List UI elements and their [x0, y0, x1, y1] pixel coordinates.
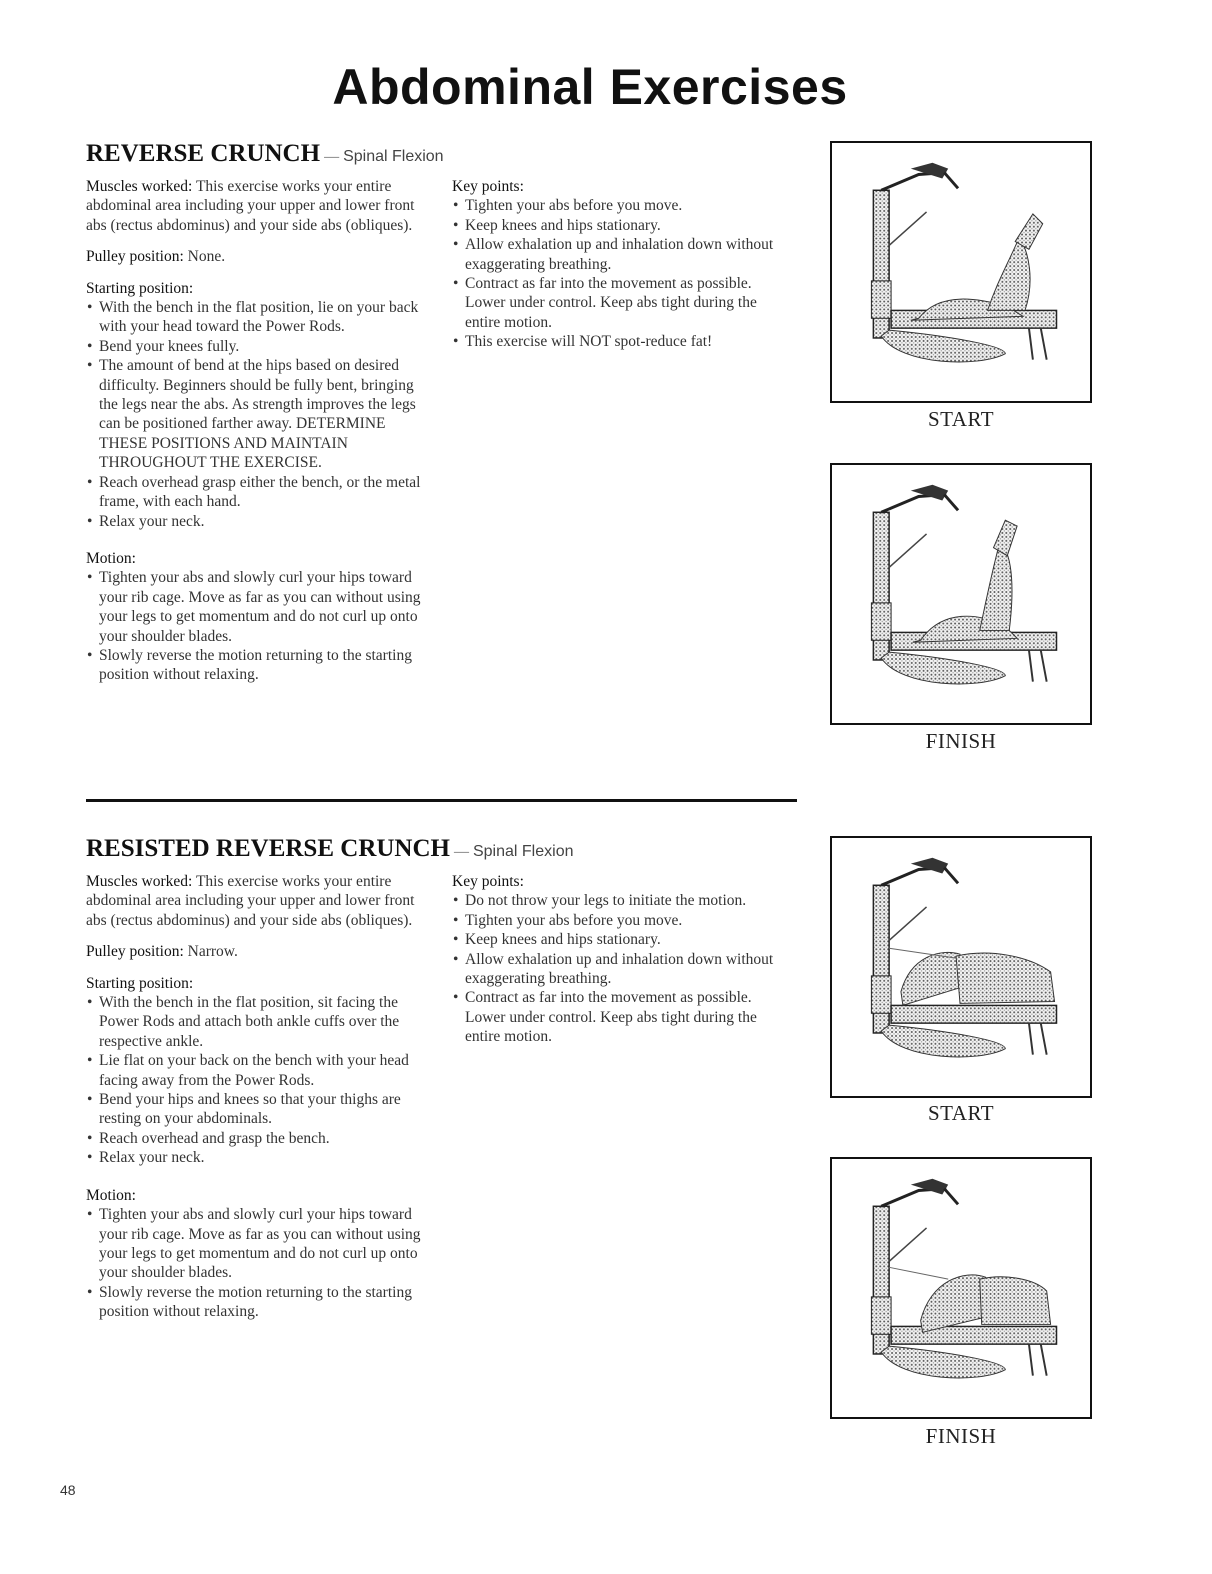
page-number: 48: [60, 1482, 76, 1498]
section-heading-reverse-crunch: [86, 141, 444, 166]
list-item: • Reach overhead grasp either the bench, or the metal frame, with each hand.: [86, 473, 436, 512]
instructions-column: [86, 872, 436, 1334]
muscles-worked: [86, 177, 436, 235]
starting-list: [86, 298, 436, 531]
pulley-label: Pulley position:: [86, 943, 184, 961]
section-subtitle: Spinal Flexion: [343, 148, 444, 165]
list-item: • Slowly reverse the motion returning to the starting position without relaxing.: [86, 1283, 436, 1322]
muscles-label: Muscles worked:: [86, 873, 193, 890]
list-item: • Allow exhalation up and inhalation down without exaggerating breathing.: [452, 950, 782, 989]
list-item: • Keep knees and hips stationary.: [452, 930, 782, 949]
finish-position-image: [830, 1157, 1092, 1419]
pulley-value: Narrow.: [187, 943, 238, 961]
exercise-illustration: [832, 143, 1090, 401]
start-position-image: [830, 141, 1092, 403]
list-item: • Relax your neck.: [86, 512, 436, 531]
motion-label: Motion:: [86, 549, 136, 567]
key-points-column: [452, 177, 782, 364]
section-title: REVERSE CRUNCH: [86, 140, 321, 167]
list-item: • This exercise will NOT spot-reduce fat!: [452, 332, 782, 351]
starting-list: [86, 993, 436, 1168]
start-position-image: [830, 836, 1092, 1098]
list-item: • Tighten your abs before you move.: [452, 911, 782, 930]
section-heading-resisted-reverse-crunch: [86, 836, 573, 861]
list-item: • Do not throw your legs to initiate the motion.: [452, 891, 782, 910]
pulley-label: Pulley position:: [86, 248, 184, 266]
exercise-illustration: [832, 465, 1090, 723]
exercise-illustration: [832, 1159, 1090, 1417]
motion-label: Motion:: [86, 1186, 136, 1204]
muscles-text: This exercise works your entire abdominal area including your upper and lower front abs (rectus abdominus) and your side abs (obliques).: [86, 873, 415, 929]
list-item: • Bend your knees fully.: [86, 337, 436, 356]
list-item: • Tighten your abs and slowly curl your hips toward your rib cage. Move as far as you can without using your legs to get momentum and do not curl up onto your shoulder blades.: [86, 568, 436, 646]
list-item: • Contract as far into the movement as possible. Lower under control. Keep abs tight during the entire motion.: [452, 988, 782, 1046]
list-item: • Reach overhead and grasp the bench.: [86, 1129, 436, 1148]
finish-caption: FINISH: [925, 729, 997, 753]
section-title: RESISTED REVERSE CRUNCH: [86, 835, 450, 862]
muscles-text: This exercise works your entire abdominal area including your upper and lower front abs (rectus abdominus) and your side abs (obliques).: [86, 178, 415, 234]
list-item: • With the bench in the flat position, lie on your back with your head toward the Power Rods.: [86, 298, 436, 337]
start-caption: START: [927, 1101, 995, 1125]
muscles-label: Muscles worked:: [86, 178, 193, 195]
key-points-column: [452, 872, 782, 1059]
starting-label: Starting position:: [86, 279, 194, 297]
motion-list: [86, 1205, 436, 1321]
list-item: • Tighten your abs before you move.: [452, 196, 782, 215]
list-item: • Slowly reverse the motion returning to the starting position without relaxing.: [86, 646, 436, 685]
list-item: • Bend your hips and knees so that your thighs are resting on your abdominals.: [86, 1090, 436, 1129]
heading-dash: —: [453, 844, 469, 860]
list-item: • With the bench in the flat position, sit facing the Power Rods and attach both ankle cuffs over the respective ankle.: [86, 993, 436, 1051]
list-item: • Contract as far into the movement as possible. Lower under control. Keep abs tight during the entire motion.: [452, 274, 782, 332]
page-title: Abdominal Exercises: [332, 59, 848, 115]
exercise-illustration: [832, 838, 1090, 1096]
list-item: • The amount of bend at the hips based on desired difficulty. Beginners should be fully bent, bringing the legs near the abs. As strength improves the legs can be positioned farther away. DETERMINE THESE POSITIONS AND MAINTAIN THROUGHOUT THE EXERCISE.: [86, 356, 436, 472]
finish-position-image: [830, 463, 1092, 725]
motion-list: [86, 568, 436, 684]
list-item: • Allow exhalation up and inhalation down without exaggerating breathing.: [452, 235, 782, 274]
key-points-label: Key points:: [452, 178, 524, 195]
list-item: • Lie flat on your back on the bench with your head facing away from the Power Rods.: [86, 1051, 436, 1090]
key-points-list: [452, 891, 782, 1046]
pulley-value: None.: [187, 248, 226, 266]
section-subtitle: Spinal Flexion: [472, 843, 574, 860]
pulley-position: [86, 247, 436, 266]
muscles-worked: [86, 872, 436, 930]
starting-label: Starting position:: [86, 974, 194, 992]
heading-dash: —: [324, 149, 340, 165]
list-item: • Keep knees and hips stationary.: [452, 216, 782, 235]
start-caption: START: [927, 407, 995, 431]
key-points-label: Key points:: [452, 873, 524, 890]
section-divider: [86, 799, 797, 802]
key-points-list: [452, 196, 782, 351]
finish-caption: FINISH: [925, 1424, 997, 1448]
instructions-column: [86, 177, 436, 697]
list-item: • Relax your neck.: [86, 1148, 436, 1167]
list-item: • Tighten your abs and slowly curl your hips toward your rib cage. Move as far as you can without using your legs to get momentum and do not curl up onto your shoulder blades.: [86, 1205, 436, 1283]
pulley-position: [86, 942, 436, 961]
